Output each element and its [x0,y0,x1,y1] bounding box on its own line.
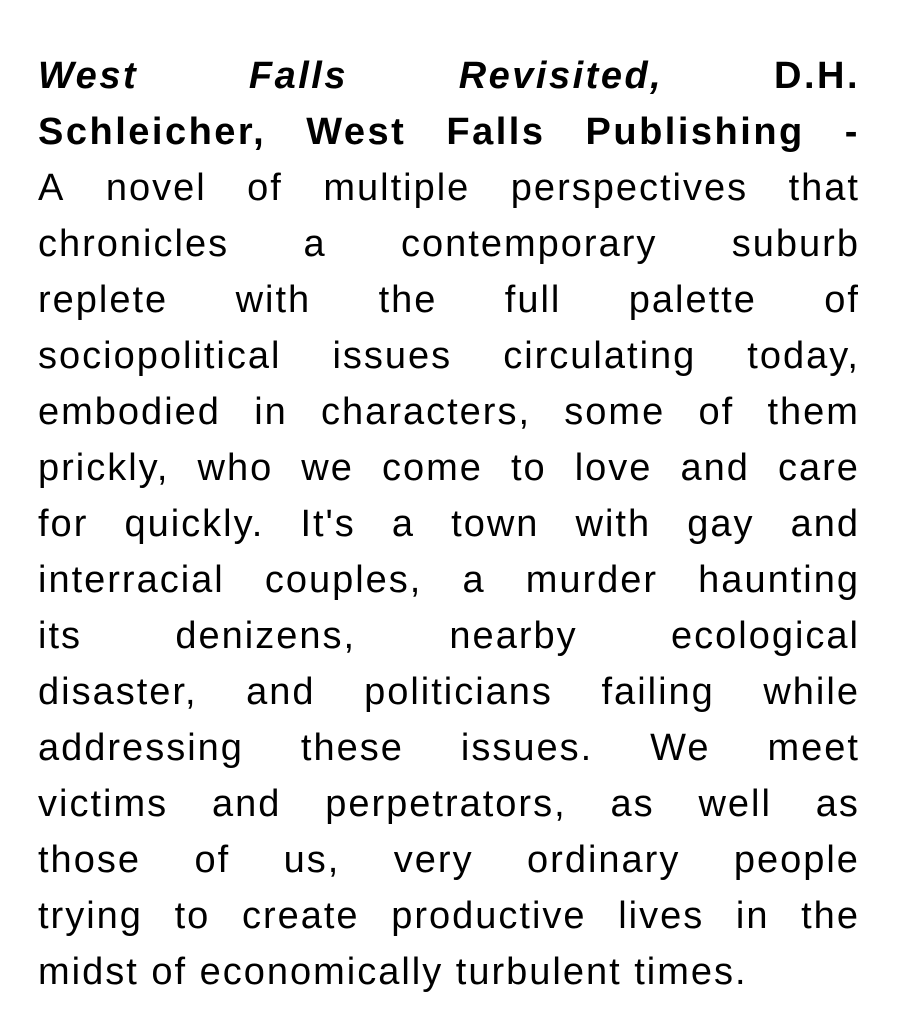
text-line [38,216,860,272]
word: issues. [460,727,594,769]
text-line [38,496,860,552]
word: Falls [248,55,348,97]
word: trying [38,895,143,937]
text-line [38,608,860,664]
word: its [38,615,82,657]
word: while [763,671,860,713]
word: ecological [671,615,860,657]
word: a [391,503,416,545]
word: productive [391,895,587,937]
word: suburb [731,223,860,265]
text-line [38,160,860,216]
word: It's [300,503,356,545]
word: meet [767,727,860,769]
word: Falls [446,111,546,153]
word: and [680,447,750,489]
word: in [254,391,288,433]
word: the [378,279,438,321]
word: well [698,783,772,825]
word: come [381,447,483,489]
word: for [38,503,89,545]
word: We [650,727,711,769]
word: them [767,391,860,433]
word: Revisited, [458,55,664,97]
word: failing [601,671,715,713]
word: with [575,503,652,545]
word: with [235,279,312,321]
word: full [504,279,562,321]
word: today, [747,335,860,377]
word: circulating [503,335,697,377]
word: these [300,727,404,769]
word: and [211,783,282,825]
text-line [38,888,860,944]
word: the [801,895,860,937]
word: murder [525,559,659,601]
word: novel [105,167,207,209]
word: denizens, [175,615,357,657]
word: gay [687,503,755,545]
word: politicians [364,671,553,713]
word: multiple [323,167,471,209]
text-line [38,552,860,608]
word: D.H. [774,55,860,97]
word: and [790,503,860,545]
word: as [610,783,655,825]
word: contemporary [401,223,658,265]
word: a [462,559,486,601]
word: who [197,447,274,489]
text-line [38,944,860,1000]
word: and [246,671,316,713]
word: haunting [698,559,860,601]
word: West [306,111,407,153]
word: to [510,447,547,489]
word: interracial [38,559,225,601]
word: A [38,167,66,209]
word: replete [38,279,169,321]
word: perspectives [510,167,749,209]
word: people [733,839,860,881]
word: us, [283,839,341,881]
word: issues [332,335,453,377]
word: - [844,111,860,153]
word: characters, [321,391,532,433]
text-line [38,664,860,720]
text-line [38,272,860,328]
word: couples, [264,559,423,601]
word: sociopolitical [38,335,282,377]
word: addressing [38,727,244,769]
word: lives [618,895,705,937]
word: palette [628,279,757,321]
text-line [38,440,860,496]
word: nearby [449,615,578,657]
word: in [735,895,770,937]
word: prickly, [38,447,170,489]
word: West [38,55,139,97]
word: of [698,391,735,433]
word: embodied [38,391,221,433]
text-line [38,832,860,888]
word: chronicles [38,223,230,265]
word: of [247,167,283,209]
word: those [38,839,141,881]
word: ordinary [527,839,681,881]
word: to [174,895,211,937]
word: care [778,447,860,489]
word: of [824,279,860,321]
word: perpetrators, [325,783,567,825]
text-line [38,104,860,160]
word: a [303,223,327,265]
book-blurb-paragraph [38,48,860,1000]
last-line-text: midst of economically turbulent times. [38,951,748,993]
word: we [301,447,354,489]
word: town [451,503,540,545]
word: victims [38,783,169,825]
text-line [38,328,860,384]
word: love [574,447,653,489]
word: as [815,783,860,825]
word: quickly. [124,503,265,545]
word: very [393,839,474,881]
word: disaster, [38,671,198,713]
word: of [194,839,231,881]
word: some [564,391,666,433]
word: that [788,167,860,209]
text-line [38,776,860,832]
text-line [38,720,860,776]
word: create [241,895,360,937]
word: Schleicher, [38,111,267,153]
text-line [38,384,860,440]
word: Publishing [585,111,805,153]
text-line [38,48,860,104]
